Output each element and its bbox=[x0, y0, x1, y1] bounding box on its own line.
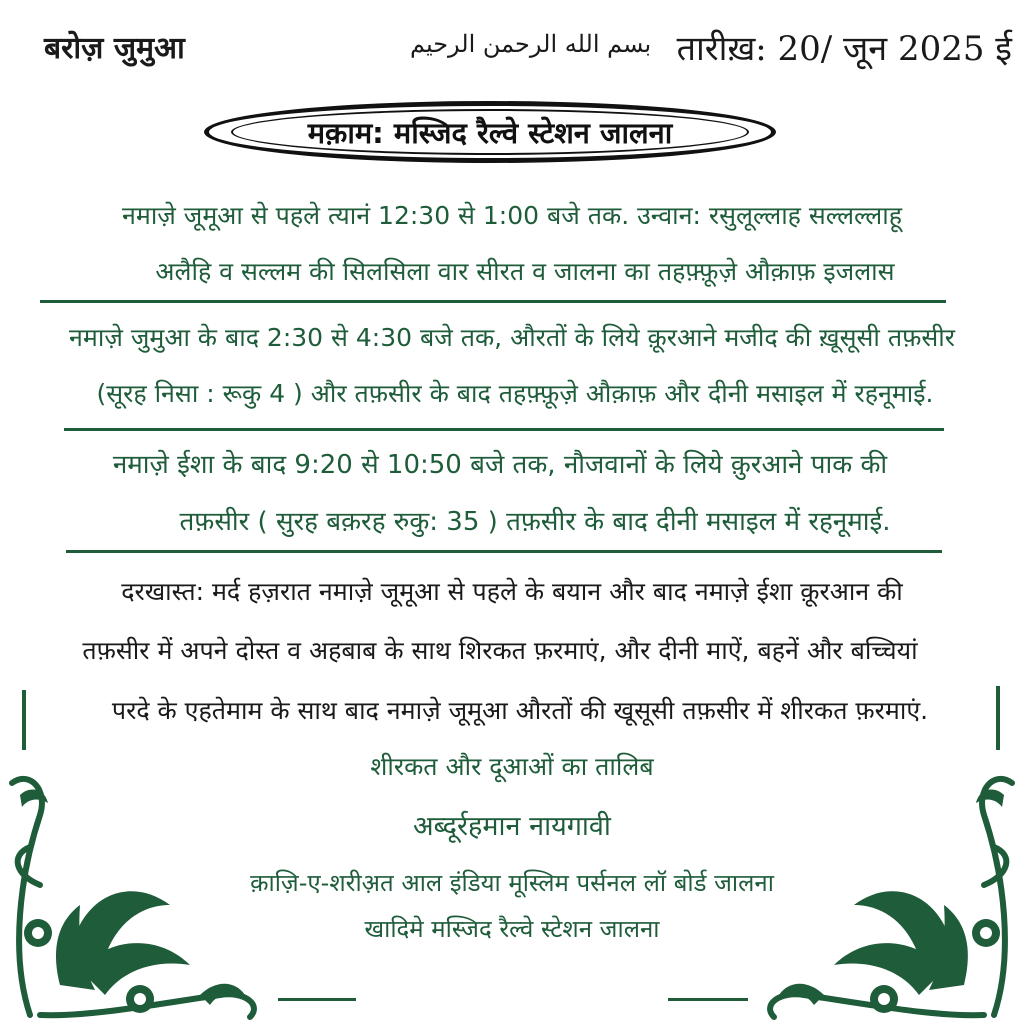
signature-title-1: क़ाज़ि-ए-शरीअ़त आल इंडिया मूस्लिम पर्सनल लॉ बोर्ड जालना bbox=[250, 869, 774, 897]
right-border-line bbox=[996, 686, 1000, 750]
floral-corner-left-icon bbox=[0, 755, 280, 1024]
venue-title: मक़ाम: मस्जिद रैल्वे स्टेशन जालना bbox=[307, 115, 673, 150]
signature-title-2: खादिमे मस्जिद रैल्वे स्टेशन जालना bbox=[364, 915, 660, 943]
left-border-line bbox=[22, 690, 26, 750]
section-divider bbox=[66, 550, 942, 553]
request-line-3: परदे के एहतेमाम के साथ बाद नमाज़े जूमूआ औरतों की खूसूसी तफ़सीर में शीरकत फ़रमाएं. bbox=[111, 696, 929, 725]
bottom-right-line bbox=[668, 998, 748, 1001]
signature-name: अब्दूर्रहमान नायगावी bbox=[413, 811, 611, 842]
section-divider bbox=[64, 428, 944, 431]
venue-banner bbox=[204, 101, 776, 163]
schedule-3-line-2: तफ़सीर ( सुरह बक़रह रुकु: 35 ) तफ़सीर के बाद दीनी मसाइल में रहनूमाई. bbox=[179, 507, 891, 537]
floral-corner-right-icon bbox=[744, 755, 1024, 1024]
bismillah-calligraphy: بسم الله الرحمن الرحیم bbox=[410, 30, 652, 58]
section-divider bbox=[40, 300, 946, 303]
schedule-1-line-2: अलैहि व सल्लम की सिलसिला वार सीरत व जालना का तहफ़्फ़ूज़े औक़ाफ़ इजलास bbox=[155, 257, 895, 286]
request-line-1: दरखास्त: मर्द हज़रात नमाज़े जूमूआ से पहले के बयान और बाद नमाज़े ईशा क़ूरआन की bbox=[121, 577, 903, 606]
day-label: बरोज़ जुमुआ bbox=[44, 31, 185, 66]
schedule-2-line-2: (सूरह निसा : रूकु 4 ) और तफ़सीर के बाद तहफ़्फ़ूज़े औक़ाफ़ और दीनी मसाइल में रहनूमाई. bbox=[96, 379, 934, 408]
bottom-left-line bbox=[278, 998, 356, 1001]
schedule-3-line-1: नमाज़े ईशा के बाद 9:20 से 10:50 बजे तक, नौजवानों के लिये क़ुरआने पाक की bbox=[112, 450, 888, 480]
date-label: तारीख़: 20/ जून 2025 ई bbox=[676, 29, 1012, 69]
schedule-1-line-1: नमाज़े जूमूआ से पहले त्यानं 12:30 से 1:00 बजे तक. उन्वान: रसुलूल्लाह सल्लल्लाहू bbox=[122, 201, 902, 230]
signature-seeker: शीरकत और दूआओं का तालिब bbox=[370, 752, 654, 781]
request-line-2: तफ़सीर में अपने दोस्त व अहबाब के साथ शिरकत फ़रमाएं, और दीनी माऐं, बहनें और बच्चियां bbox=[82, 636, 918, 665]
schedule-2-line-1: नमाज़े जुमुआ के बाद 2:30 से 4:30 बजे तक, औरतों के लिये क़ूरआने मजीद की ख़ूसूसी तफ़सीर bbox=[69, 323, 955, 352]
